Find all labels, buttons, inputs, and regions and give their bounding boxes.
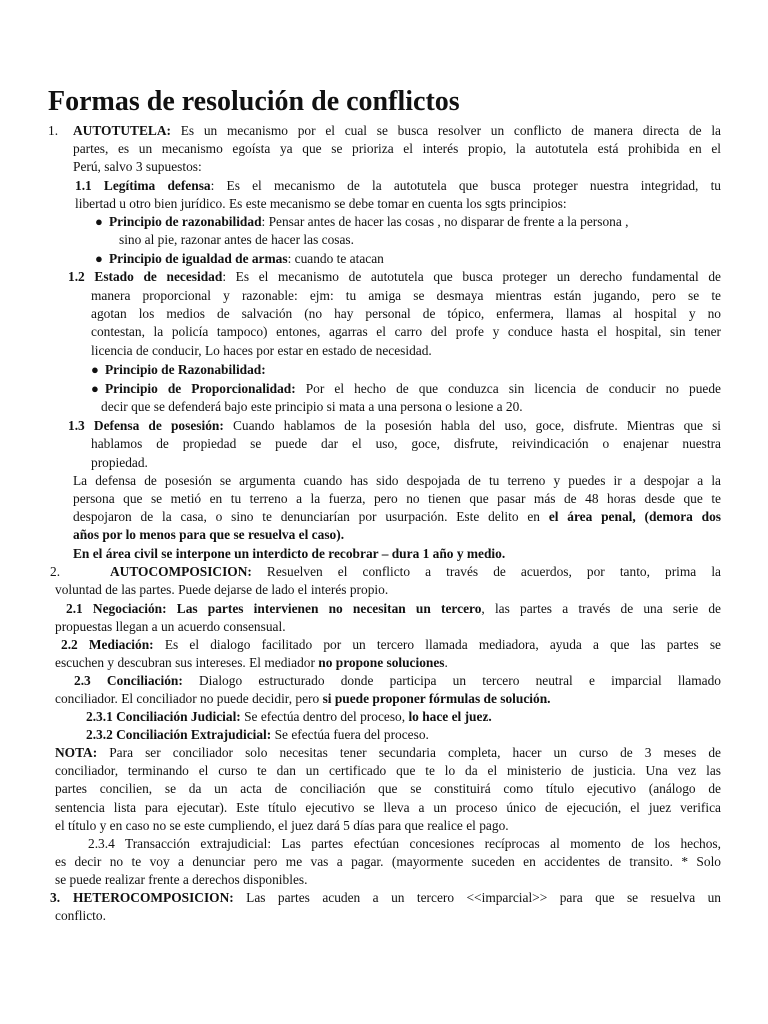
paragraph-line bbox=[73, 889, 721, 907]
bold-span: 3. bbox=[50, 890, 61, 905]
paragraph-line: partes, es un mecanismo egoísta ya que se prioriza el interés propio, la autotutela está prohibida en el bbox=[73, 141, 721, 156]
paragraph-line: conflicto. bbox=[55, 908, 106, 923]
bullet-icon: ● bbox=[91, 381, 99, 396]
paragraph-line bbox=[68, 268, 721, 286]
subsection-heading: 2.3.2 Conciliación Extrajudicial: bbox=[86, 727, 272, 742]
list-number: 2. bbox=[50, 564, 61, 579]
paragraph-line bbox=[74, 672, 721, 690]
text-span: Es el dialogo facilitado por un tercero llamada mediadora, ayuda a que las partes se bbox=[153, 637, 722, 652]
text-span: escuchen y descubran sus intereses. El mediador bbox=[55, 655, 319, 670]
paragraph-line bbox=[68, 417, 721, 435]
bullet-icon: ● bbox=[95, 251, 103, 266]
paragraph-line bbox=[73, 545, 505, 563]
subsection-heading: 2.2 Mediación: bbox=[61, 637, 154, 652]
text-span: Cuando hablamos de la posesión habla del uso, goce, disfrute. Mientras que si bbox=[223, 418, 721, 433]
paragraph-line: persona que se metió en tu terreno a la fuerza, pero no tienen que pasar más de 48 horas desde que te bbox=[73, 491, 721, 506]
subsection-heading: 1.3 Defensa de posesión: bbox=[68, 418, 224, 433]
paragraph-line bbox=[66, 600, 721, 618]
subsection-heading: 2.3 Conciliación: bbox=[74, 673, 183, 688]
paragraph-line: sino al pie, razonar antes de hacer las cosas. bbox=[119, 232, 354, 247]
text-span: Es un mecanismo por el cual se busca resolver un conflicto de manera directa de la bbox=[170, 123, 721, 138]
paragraph-line bbox=[75, 177, 721, 195]
text-span: Las partes acuden a un tercero <<imparcial>> para que se resuelva un bbox=[233, 890, 721, 905]
paragraph-line: partes concilien, se da un acta de conciliación que se constituirá como título ejecutivo (análogo de bbox=[55, 781, 721, 796]
paragraph-line: agotan los medios de salvación (no hay personal de tópico, enfermera, llamas al hospital y no bbox=[91, 306, 721, 321]
paragraph-line bbox=[55, 654, 448, 672]
paragraph-line: La defensa de posesión se argumenta cuando has sido despojada de tu terreno y puedes ir a despojar a la bbox=[73, 473, 721, 488]
paragraph-line bbox=[55, 690, 550, 708]
text-span: : Es el mecanismo de autotutela que busca proteger un derecho fundamental de bbox=[222, 269, 721, 284]
paragraph-line: el título y en caso no se este cumpliendo, el juez dará 5 días para que realice el pago. bbox=[55, 818, 509, 833]
paragraph-line bbox=[73, 508, 721, 526]
paragraph-line: conciliador, terminando el curso te dan un certificado que te lo da el ministerio de justicia. Una vez las bbox=[55, 763, 721, 778]
text-span: conciliador. El conciliador no puede decidir, pero bbox=[55, 691, 323, 706]
page-title: Formas de resolución de conflictos bbox=[48, 86, 460, 117]
paragraph-line bbox=[55, 744, 721, 762]
bold-span: Principio de Razonabilidad: bbox=[105, 362, 266, 377]
text-span: : cuando te atacan bbox=[287, 251, 384, 266]
bold-span: Principio de Proporcionalidad: bbox=[105, 381, 296, 396]
subsection-heading: 1.1 Legítima defensa bbox=[75, 178, 211, 193]
text-span: . bbox=[444, 655, 448, 670]
paragraph-line: contestan, la policía tampoco) entones, agarras el carro del profe y conduce hasta el hospital, sin tener bbox=[91, 324, 721, 339]
text-span: Por el hecho de que conduzca sin licencia de conducir no puede bbox=[295, 381, 721, 396]
paragraph-line bbox=[109, 250, 384, 268]
subsection-heading: 1.2 Estado de necesidad bbox=[68, 269, 223, 284]
bold-span: En el área civil se interpone un interdicto de recobrar – dura 1 año y medio. bbox=[73, 546, 506, 561]
text-span: , las partes a través de una serie de bbox=[481, 601, 721, 616]
bullet-icon: ● bbox=[91, 362, 99, 377]
paragraph-line: propuestas llegan a un acuerdo consensual. bbox=[55, 619, 286, 634]
text-span: despojaron de la casa, o sino te denunciarían por usurpación. Este delito en bbox=[73, 509, 549, 524]
text-span: Dialogo estructurado donde participa un tercero neutral e imparcial llamado bbox=[182, 673, 721, 688]
paragraph-line: Perú, salvo 3 supuestos: bbox=[73, 159, 202, 174]
paragraph-line bbox=[86, 708, 492, 726]
bullet-icon: ● bbox=[95, 214, 103, 229]
paragraph-line bbox=[109, 213, 629, 231]
bold-span: Principio de igualdad de armas bbox=[109, 251, 288, 266]
paragraph-line: se puede realizar frente a derechos disponibles. bbox=[55, 872, 308, 887]
paragraph-line: hablamos de propiedad se puede dar el uso, goce, disfrute, reivindicación o enajenar nuestra bbox=[91, 436, 721, 451]
list-number bbox=[50, 889, 60, 907]
paragraph-line bbox=[73, 526, 344, 544]
paragraph-line bbox=[105, 380, 721, 398]
paragraph-line: licencia de conducir, Lo haces por estar en estado de necesidad. bbox=[91, 343, 432, 358]
paragraph-line: 2.3.4 Transacción extrajudicial: Las partes efectúan concesiones recíprocas al momento de los hechos, bbox=[88, 836, 721, 851]
text-span: Se efectúa fuera del proceso. bbox=[271, 727, 429, 742]
paragraph-line bbox=[61, 636, 721, 654]
bold-span: no propone soluciones bbox=[318, 655, 445, 670]
bold-span: si puede proponer fórmulas de solución. bbox=[322, 691, 551, 706]
bold-span: el área penal, (demora dos bbox=[548, 509, 722, 524]
paragraph-line bbox=[86, 726, 429, 744]
paragraph-line bbox=[105, 361, 266, 379]
subsection-heading: 2.3.1 Conciliación Judicial: bbox=[86, 709, 241, 724]
bold-span: Principio de razonabilidad bbox=[109, 214, 262, 229]
bold-span: Las partes intervienen no necesitan un tercero bbox=[166, 601, 482, 616]
paragraph-line: sentencia lista para ejecutar). Este título ejecutivo se lleva a un proceso único de ejecución, el juez verifica bbox=[55, 800, 721, 815]
list-number: 1. bbox=[48, 123, 59, 138]
text-span: : Pensar antes de hacer las cosas , no disparar de frente a la persona , bbox=[261, 214, 629, 229]
text-span: : Es el mecanismo de la autotutela que busca proteger nuestra integridad, tu bbox=[210, 178, 721, 193]
paragraph-line: propiedad. bbox=[91, 455, 148, 470]
text-span: Resuelven el conflicto a través de acuerdos, por tanto, prima la bbox=[251, 564, 721, 579]
paragraph-line: libertad u otro bien jurídico. Es este mecanismo se debe tomar en cuenta los sgts principios: bbox=[75, 196, 567, 211]
paragraph-line: decir que se defenderá bajo este principio si mata a una persona o lesione a 20. bbox=[101, 399, 523, 414]
section-heading: AUTOCOMPOSICION: bbox=[110, 564, 252, 579]
text-span: Para ser conciliador solo necesitas tener secundaria completa, hacer un curso de 3 meses de bbox=[97, 745, 721, 760]
bold-span: años por lo menos para que se resuelva el caso). bbox=[73, 527, 345, 542]
bold-span: lo hace el juez. bbox=[408, 709, 492, 724]
paragraph-line bbox=[73, 122, 721, 140]
section-heading: AUTOTUTELA: bbox=[73, 123, 171, 138]
note-label: NOTA: bbox=[55, 745, 98, 760]
subsection-heading: 2.1 Negociación: bbox=[66, 601, 167, 616]
text-span: Se efectúa dentro del proceso, bbox=[240, 709, 409, 724]
paragraph-line: manera proporcional y razonable: ejm: tu amiga se desmaya mientras están jugando, pero se te bbox=[91, 288, 721, 303]
paragraph-line bbox=[110, 563, 721, 581]
paragraph-line: es decir no te voy a denunciar pero me vas a pagar. (mayormente suceden en accidentes de transito. * Solo bbox=[55, 854, 721, 869]
paragraph-line: voluntad de las partes. Puede dejarse de lado el interés propio. bbox=[55, 582, 389, 597]
section-heading: HETEROCOMPOSICION: bbox=[73, 890, 234, 905]
